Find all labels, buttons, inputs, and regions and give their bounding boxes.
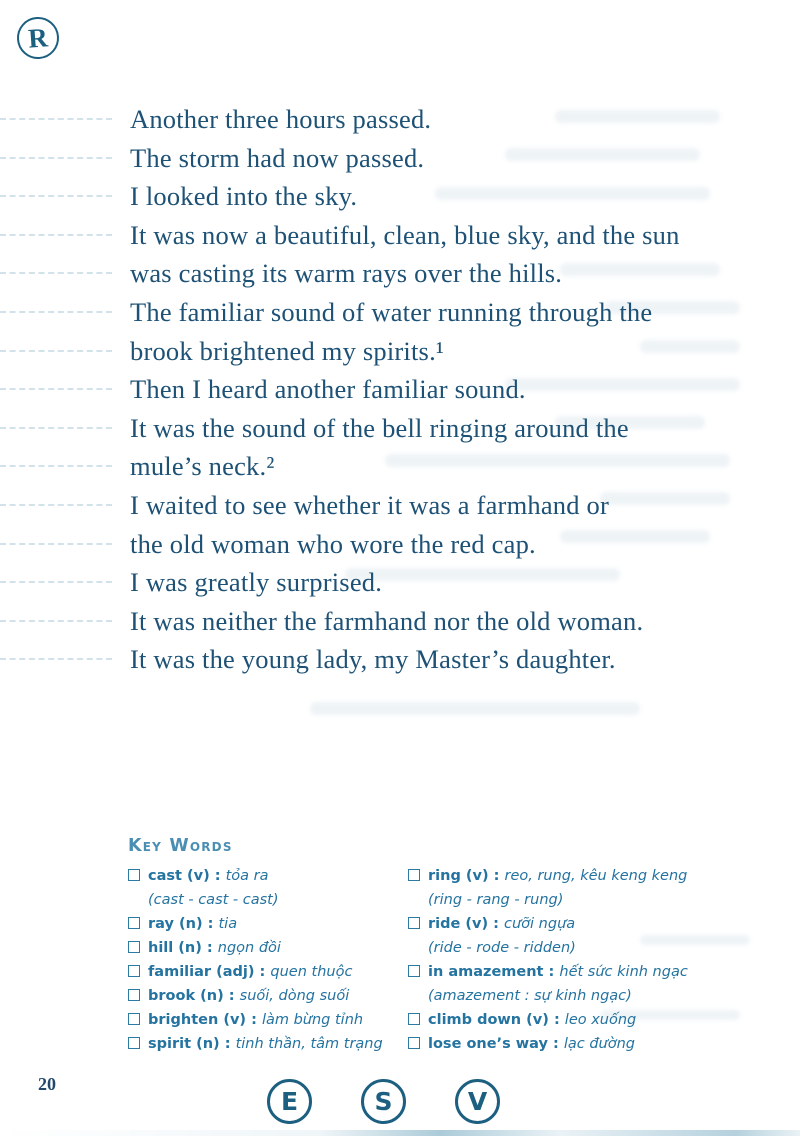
keyword-label	[148, 960, 352, 984]
keyword-entry	[128, 936, 408, 960]
keyword-entry	[128, 1008, 408, 1032]
story-line: mule’s neck.²	[130, 451, 275, 482]
story-line: Another three hours passed.	[130, 104, 432, 134]
keyword-term: cast (v)	[148, 868, 210, 884]
keyword-separator: :	[202, 916, 219, 932]
story-line: It was the sound of the bell ringing around the	[130, 412, 629, 443]
keyword-entry	[408, 864, 800, 888]
story-line: the old woman who wore the red cap.	[130, 528, 536, 559]
badge-letter: E	[280, 1087, 299, 1116]
keyword-label	[428, 864, 687, 888]
keyword-forms: (amazement : sự kinh ngạc)	[428, 988, 632, 1004]
keyword-entry	[128, 984, 408, 1008]
keyword-forms: (cast - cast - cast)	[148, 892, 279, 908]
keyword-separator: :	[488, 916, 504, 932]
keyword-entry	[408, 960, 800, 984]
keyword-entry	[408, 912, 800, 936]
keyword-translation: ngọn đồi	[217, 940, 281, 956]
keyword-label	[428, 912, 575, 936]
bleed-through	[310, 702, 640, 715]
margin-rule	[0, 311, 112, 313]
keyword-label	[148, 1008, 363, 1032]
keyword-entry	[128, 1032, 408, 1056]
keyword-term: climb down (v)	[428, 1012, 549, 1028]
checkbox-icon	[128, 1013, 140, 1025]
registered-mark-letter: R	[27, 21, 49, 54]
keyword-term: spirit (n)	[148, 1036, 220, 1052]
margin-rule	[0, 234, 112, 236]
story-line: It was neither the farmhand nor the old woman.	[130, 605, 644, 636]
story-line: The familiar sound of water running through the	[130, 296, 653, 327]
keyword-entry	[408, 1032, 800, 1056]
keyword-translation: tinh thần, tâm trạng	[235, 1036, 383, 1052]
keyword-subnote	[128, 888, 408, 912]
keyword-translation: lạc đường	[563, 1036, 635, 1052]
story-line: brook brightened my spirits.¹	[130, 335, 445, 366]
margin-rule	[0, 543, 112, 545]
keyword-label	[148, 864, 269, 888]
keyword-separator: :	[547, 1036, 564, 1052]
story-line: I looked into the sky.	[130, 181, 358, 212]
keyword-entry	[128, 960, 408, 984]
badge-e	[267, 1079, 312, 1124]
margin-rule	[0, 465, 112, 467]
keyword-term: ride (v)	[428, 916, 489, 932]
keyword-translation: suối, dòng suối	[239, 988, 350, 1004]
keyword-label	[148, 912, 237, 936]
keyword-term: lose one’s way	[428, 1036, 548, 1052]
keyword-separator: :	[201, 940, 218, 956]
checkbox-icon	[128, 869, 140, 881]
keyword-term: ring (v)	[428, 868, 489, 884]
keyword-term: brook (n)	[148, 988, 224, 1004]
keyword-label	[428, 1008, 636, 1032]
keyword-translation: reo, rung, kêu keng keng	[504, 868, 688, 884]
checkbox-icon	[128, 1037, 140, 1049]
margin-rule	[0, 504, 112, 506]
keyword-translation: quen thuộc	[270, 964, 353, 980]
checkbox-icon	[408, 869, 420, 881]
keyword-translation: cưỡi ngựa	[504, 916, 576, 932]
keyword-term: brighten (v)	[148, 1012, 247, 1028]
checkbox-icon	[408, 917, 420, 929]
margin-rule	[0, 272, 112, 274]
story-line: was casting its warm rays over the hills.	[130, 258, 563, 289]
keyword-separator: :	[246, 1012, 262, 1028]
keyword-subnote	[408, 888, 800, 912]
keyword-subnote	[408, 984, 800, 1008]
badge-letter: V	[467, 1087, 488, 1116]
keyword-separator: :	[254, 964, 271, 980]
keyword-entry	[128, 912, 408, 936]
keyword-separator: :	[209, 868, 226, 884]
keyword-term: in amazement	[428, 964, 544, 980]
margin-rule	[0, 581, 112, 583]
story-line: The storm had now passed.	[130, 142, 425, 173]
checkbox-icon	[408, 1037, 420, 1049]
keyword-term: ray (n)	[148, 916, 203, 932]
keyword-translation: leo xuống	[564, 1012, 637, 1028]
keyword-label	[428, 960, 688, 984]
keyword-translation: làm bừng tỉnh	[261, 1012, 364, 1028]
keyword-term: hill (n)	[148, 940, 202, 956]
story-line: It was the young lady, my Master’s daughter.	[130, 644, 616, 675]
keyword-separator: :	[488, 868, 505, 884]
keyword-entry	[408, 1008, 800, 1032]
story-line: I was greatly surprised.	[130, 567, 383, 598]
keywords-title: Key Words	[128, 836, 233, 856]
checkbox-icon	[408, 965, 420, 977]
margin-rule	[0, 658, 112, 660]
badge-s	[361, 1079, 406, 1124]
margin-rule	[0, 388, 112, 390]
checkbox-icon	[408, 1013, 420, 1025]
story-text	[130, 100, 780, 679]
story-line: Then I heard another familiar sound.	[130, 374, 526, 405]
badge-v	[455, 1079, 500, 1124]
checkbox-icon	[128, 941, 140, 953]
keyword-translation: hết sức kinh ngạc	[559, 964, 688, 980]
checkbox-icon	[128, 917, 140, 929]
keywords-column-left	[128, 864, 408, 1056]
keyword-entry	[128, 864, 408, 888]
keyword-forms: (ride - rode - ridden)	[428, 940, 576, 956]
margin-rule	[0, 195, 112, 197]
margin-rule	[0, 157, 112, 159]
keyword-label	[148, 984, 349, 1008]
keywords-column-right	[408, 864, 800, 1056]
level-badges	[267, 1079, 500, 1124]
keyword-translation: tỏa ra	[225, 868, 269, 884]
margin-rule	[0, 118, 112, 120]
registered-mark-icon	[16, 16, 61, 61]
keyword-separator: :	[548, 1012, 565, 1028]
page-number: 20	[38, 1074, 56, 1094]
story-line: I waited to see whether it was a farmhand or	[130, 489, 609, 520]
keyword-label	[428, 1032, 635, 1056]
keyword-term: familiar (adj)	[148, 964, 255, 980]
keyword-separator: :	[543, 964, 560, 980]
keyword-translation: tia	[218, 916, 238, 932]
keyword-subnote	[408, 936, 800, 960]
margin-rule	[0, 427, 112, 429]
story-line: It was now a beautiful, clean, blue sky, and the sun	[130, 219, 680, 250]
checkbox-icon	[128, 989, 140, 1001]
margin-rule	[0, 350, 112, 352]
keyword-separator: :	[223, 988, 240, 1004]
keyword-separator: :	[219, 1036, 236, 1052]
badge-letter: S	[374, 1087, 393, 1116]
keyword-label	[148, 1032, 383, 1056]
margin-rule	[0, 620, 112, 622]
keyword-forms: (ring - rang - rung)	[428, 892, 564, 908]
keyword-label	[148, 936, 281, 960]
page-bottom-edge	[0, 1130, 800, 1136]
checkbox-icon	[128, 965, 140, 977]
